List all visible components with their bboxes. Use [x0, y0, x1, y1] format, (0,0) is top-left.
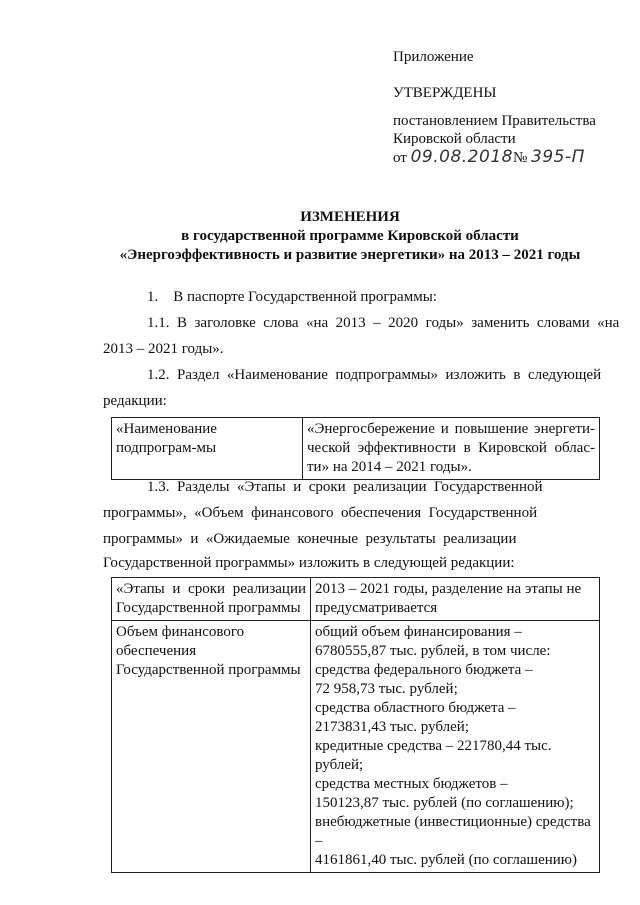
title-main: ИЗМЕНЕНИЯ — [300, 209, 400, 225]
funding-line: средства местных бюджетов – — [315, 776, 508, 792]
handwritten-number: 395-П — [531, 147, 585, 167]
funding-line: 6780555,87 тыс. рублей, в том числе: — [315, 643, 551, 659]
handwritten-date: 09.08.2018 — [410, 147, 513, 167]
title-line-3: «Энергоэффективность и развитие энергетики» на 2013 – 2021 годы — [119, 247, 581, 263]
funding-line: средства федерального бюджета – — [315, 662, 533, 678]
funding-line: средства областного бюджета – — [315, 700, 516, 716]
funding-line: 72 958,73 тыс. рублей; — [315, 681, 458, 697]
date-prefix: от — [393, 150, 407, 166]
stages-label-cell: «Этапы и сроки реализации Государственной программы — [112, 578, 311, 621]
section-1-2-line-2: редакции: — [103, 393, 167, 409]
funding-line: внебюджетные (инвестиционные) средства – — [315, 814, 591, 849]
resolution-line: постановлением Правительства — [393, 113, 596, 129]
table-row — [112, 578, 600, 621]
section-1-3-line-3: программы» и «Ожидаемые конечные результаты реализации — [103, 531, 517, 547]
subprogram-label-cell: «Наименование подпрограм-мы — [112, 418, 303, 480]
section-1-2-line-1: 1.2. Раздел «Наименование подпрограммы» изложить в следующей — [147, 367, 602, 383]
approved-label: УТВЕРЖДЕНЫ — [393, 85, 497, 101]
section-1-1-line-2: 2013 – 2021 годы». — [103, 341, 224, 357]
subprogram-value-cell: «Энергосбережение и повышение энергети-ческой эффективности в Кировской облас-ти» на 2014 – 2021 годы». — [303, 418, 600, 480]
section-1-1-line-1: 1.1. В заголовке слова «на 2013 – 2020 годы» заменить словами «на — [147, 315, 620, 331]
date-number-line — [393, 148, 633, 167]
number-sign: № — [512, 150, 528, 166]
region-line: Кировской области — [393, 131, 516, 147]
section-1-3-line-4: Государственной программы» изложить в следующей редакции: — [103, 555, 515, 571]
document-title — [100, 208, 600, 265]
funding-line: 2173831,43 тыс. рублей; — [315, 719, 469, 735]
section-1-3-line-1: 1.3. Разделы «Этапы и сроки реализации Государственной — [147, 479, 543, 495]
subprogram-table — [111, 417, 600, 480]
funding-line: кредитные средства – 221780,44 тыс. рублей; — [315, 738, 552, 773]
appendix-label: Приложение — [393, 49, 474, 65]
table-row — [112, 621, 600, 873]
stages-value-cell: 2013 – 2021 годы, разделение на этапы не предусматривается — [311, 578, 600, 621]
table-row — [112, 418, 600, 480]
funding-value-cell — [311, 621, 600, 873]
funding-line: общий объем финансирования – — [315, 624, 522, 640]
approval-block — [393, 48, 633, 167]
section-1-3-line-2: программы», «Объем финансового обеспечения Государственной — [103, 505, 538, 521]
title-line-2: в государственной программе Кировской области — [181, 228, 519, 244]
section-1-heading: 1. В паспорте Государственной программы: — [147, 289, 437, 305]
funding-line: 4161861,40 тыс. рублей (по соглашению) — [315, 852, 578, 868]
funding-line: 150123,87 тыс. рублей (по соглашению); — [315, 795, 574, 811]
funding-label-cell: Объем финансового обеспечения Государственной программы — [112, 621, 311, 873]
program-table — [111, 577, 600, 873]
